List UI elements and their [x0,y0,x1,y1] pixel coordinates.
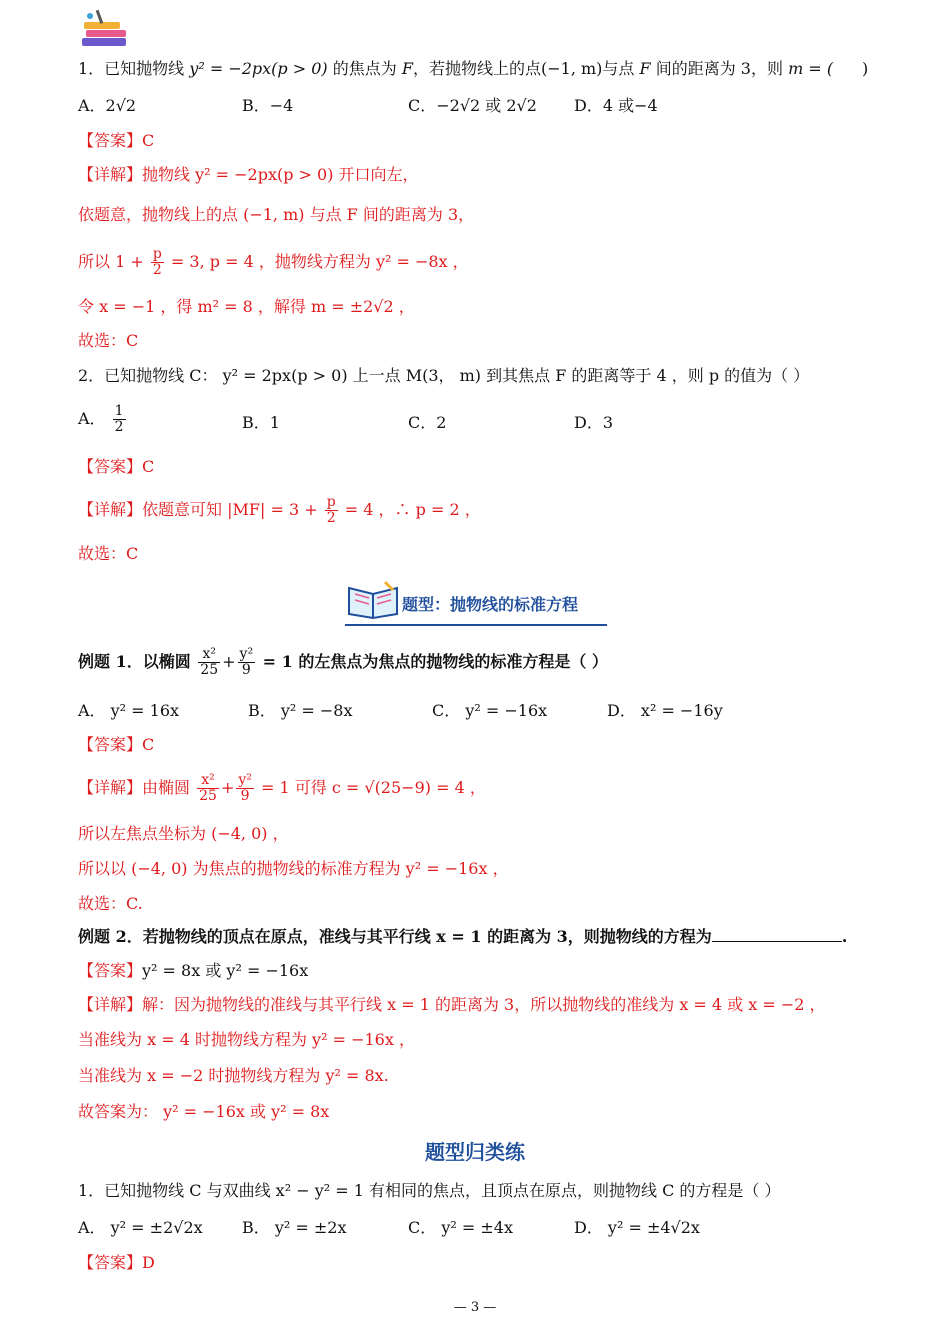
q1-answer: 【答案】C [78,131,155,150]
fraction-x2-over-25: $\frac{\text{x²}}{25}$ [199,772,217,804]
q2-option-b: B．1 [242,413,280,432]
q1-detail-1: 【详解】抛物线 y² = −2px(p > 0) 开口向左， [78,165,419,184]
ex1-answer: 【答案】C [78,735,155,754]
fraction-p-over-2: $\frac{p}{2}$ [326,494,336,526]
q1-option-b: B．−4 [242,96,294,115]
ex1-detail-1: 【详解】由椭圆 $\frac{\text{x²}}{25}$ + $\frac{\text{y²}}{9}$ = 1 可得 c = √(25−9) = 4 ， [78,772,486,804]
ex2-answer: 【答案】y² = 8x 或 y² = −16x [78,961,309,980]
ex2-detail-3: 当准线为 x = −2 时抛物线方程为 y² = 8x. [78,1066,389,1085]
q1-option-a: A．2√2 [78,96,137,115]
q1-detail-4: 令 x = −1 ，得 m² = 8 ，解得 m = ±2√2 ， [78,297,415,316]
q2-stem: 2．已知抛物线 C： y² = 2px(p > 0) 上一点 M(3， m) 到其焦点 F 的距离等于 4 ，则 p 的值为（ ） [78,366,810,385]
ex1-option-c: C． y² = −16x [432,701,548,720]
ex2-detail-2: 当准线为 x = 4 时抛物线方程为 y² = −16x ， [78,1030,415,1049]
ex1-final: 故选：C. [78,894,143,913]
p1-option-c: C． y² = ±4x [408,1218,513,1237]
fraction-y2-over-9: $\frac{\text{y²}}{9}$ [238,772,252,804]
ex2-stem: 例题 2．若抛物线的顶点在原点，准线与其平行线 x = 1 的距离为 3，则抛物线的方程为 . [78,927,848,946]
p1-option-d: D． y² = ±4√2x [574,1218,700,1237]
ex2-final: 故答案为： y² = −16x 或 y² = 8x [78,1102,330,1121]
q2-option-c: C．2 [408,413,447,432]
ex1-detail-2: 所以左焦点坐标为 (−4, 0) ， [78,824,289,843]
q1-stem-close: ) [862,59,869,78]
ex1-option-b: B． y² = −8x [248,701,353,720]
q2-detail: 【详解】依题意可知 |MF| = 3 + $\frac{p}{2}$ = 4 ，∴ p = 2 ， [78,494,481,526]
answer-blank[interactable] [712,926,842,942]
open-book-icon [345,580,401,620]
fraction-p-over-2: $\frac{p}{2}$ [152,246,162,278]
q1-detail-3: 所以 1 + $\frac{p}{2}$ = 3, p = 4 ，抛物线方程为 y² = −8x ， [78,246,469,278]
books-icon [80,8,130,50]
p1-option-a: A． y² = ±2√2x [78,1218,203,1237]
p1-answer: 【答案】D [78,1253,155,1272]
q1-detail-5: 故选：C [78,331,139,350]
fraction-one-half: $\frac{1}{2}$ [114,403,124,435]
fraction-x2-over-25: $\frac{\text{x²}}{25}$ [200,646,219,678]
q2-option-a: A． $\frac{1}{2}$ [78,403,124,435]
q1-detail-2: 依题意，抛物线上的点 (−1, m) 与点 F 间的距离为 3， [78,205,475,224]
q2-answer: 【答案】C [78,457,155,476]
ex2-detail-1: 【详解】解：因为抛物线的准线与其平行线 x = 1 的距离为 3，所以抛物线的准线为 x = 4 或 x = −2 ， [78,995,826,1014]
ex1-option-a: A． y² = 16x [78,701,180,720]
q2-final: 故选：C [78,544,139,563]
ex1-option-d: D． x² = −16y [607,701,723,720]
page-number: — 3 — [453,1300,497,1315]
section-title: 题型归类练 [425,1140,525,1164]
q1-stem: 1．已知抛物线 y² = −2px(p > 0) 的焦点为 F，若抛物线上的点(−1, m)与点 F 间的距离为 3，则 m = ( [78,59,834,78]
q2-option-d: D．3 [574,413,614,432]
p1-stem: 1．已知抛物线 C 与双曲线 x² − y² = 1 有相同的焦点，且顶点在原点，则抛物线 C 的方程是（ ） [78,1181,781,1200]
banner-title: 题型：抛物线的标准方程 [402,595,579,614]
fraction-y2-over-9: $\frac{\text{y²}}{9}$ [239,646,254,678]
ex1-detail-3: 所以以 (−4, 0) 为焦点的抛物线的标准方程为 y² = −16x ， [78,859,509,878]
q1-option-d: D．4 或−4 [574,96,658,115]
q1-option-c: C．−2√2 或 2√2 [408,96,537,115]
banner-underline [345,624,607,626]
ex1-stem: 例题 1．以椭圆 $\frac{\text{x²}}{25}$ + $\frac{\text{y²}}{9}$ = 1 的左焦点为焦点的抛物线的标准方程是（ ） [78,646,608,678]
p1-option-b: B． y² = ±2x [242,1218,347,1237]
